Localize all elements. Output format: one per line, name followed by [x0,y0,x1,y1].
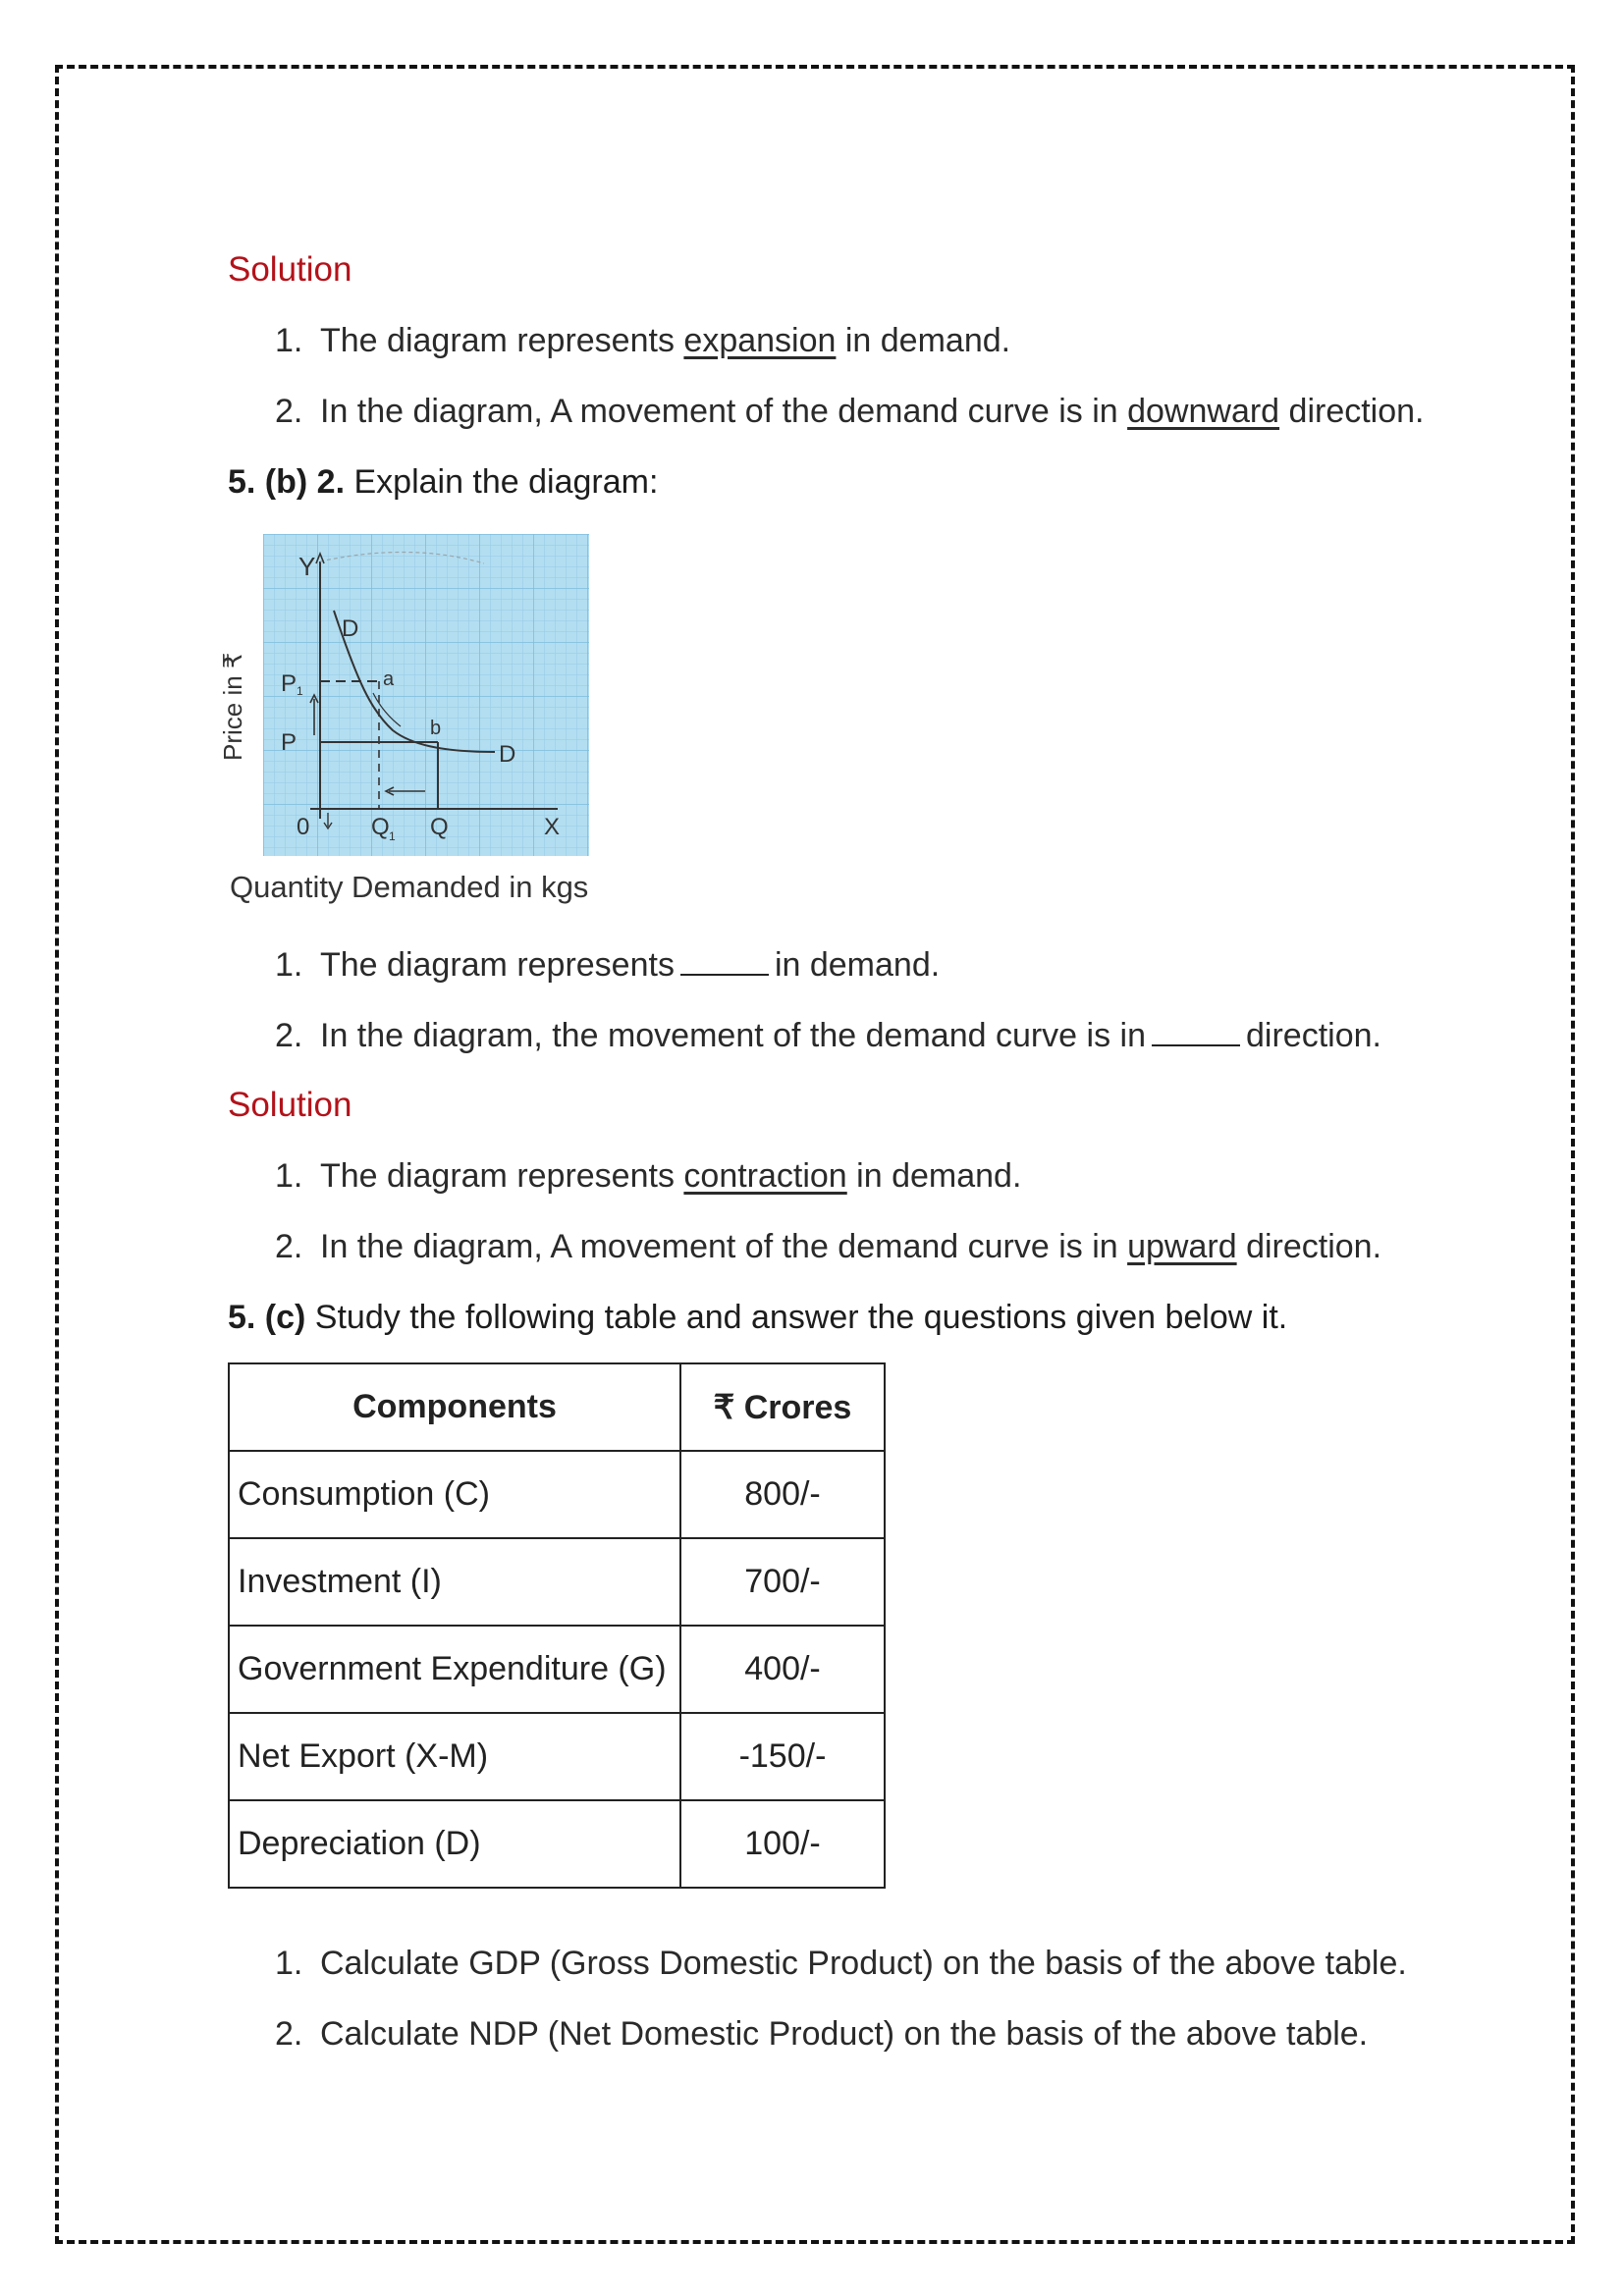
header-components: Components [229,1363,680,1451]
answer-blank [680,944,769,976]
question-heading: 5. (c) Study the following table and answer the questions given below it. [228,1299,1288,1336]
table-cell: Investment (I) [229,1538,680,1626]
label-d-bottom: D [499,741,516,768]
solution-heading: Solution [228,250,352,289]
table-cell: Depreciation (D) [229,1800,680,1888]
answer-contraction: contraction [683,1157,847,1195]
demand-curve-diagram [263,534,589,856]
label-y: Y [298,552,316,581]
table-header-row [229,1363,885,1451]
answer-blank [1152,1015,1240,1046]
table-cell: 700/- [680,1538,885,1626]
label-q: Q [430,814,449,840]
label-p1-sub: 1 [297,684,303,698]
solution-item: 2. In the diagram, A movement of the demand curve is in downward direction. [275,393,1425,430]
blank-item: 1. The diagram represents in demand. [275,946,941,984]
answer-expansion: expansion [683,322,837,359]
label-b: b [430,718,442,739]
answer-downward: downward [1127,393,1280,430]
question-item: 2. Calculate NDP (Net Domestic Product) on the basis of the above table. [275,2015,1369,2053]
blank-item: 2. In the diagram, the movement of the demand curve is in direction. [275,1017,1381,1054]
table-row [229,1626,885,1713]
components-table [228,1362,886,1889]
solution-heading: Solution [228,1086,352,1124]
table-row [229,1451,885,1538]
label-d-top: D [342,615,359,642]
label-origin: 0 [297,814,310,840]
table-row [229,1800,885,1888]
table-row [229,1713,885,1800]
x-axis-label: Quantity Demanded in kgs [230,870,589,904]
question-item: 1. Calculate GDP (Gross Domestic Product) on the basis of the above table. [275,1945,1407,1982]
table-cell: -150/- [680,1713,885,1800]
solution-item: 2. In the diagram, A movement of the demand curve is in upward direction. [275,1228,1382,1265]
label-p: P [281,729,298,756]
header-crores: ₹ Crores [680,1363,885,1451]
answer-upward: upward [1127,1228,1237,1265]
grid-lines [263,534,589,856]
solution-item: 1. The diagram represents expansion in demand. [275,322,1011,359]
table-cell: Net Export (X-M) [229,1713,680,1800]
solution-item: 1. The diagram represents contraction in demand. [275,1157,1022,1195]
table-cell: Consumption (C) [229,1451,680,1538]
label-x: X [544,814,561,840]
table-cell: 100/- [680,1800,885,1888]
label-q1: Q [371,814,390,840]
table-cell: 400/- [680,1626,885,1713]
table-cell: Government Expenditure (G) [229,1626,680,1713]
label-q1-sub: 1 [389,829,396,843]
label-a: a [383,668,395,690]
label-p1: P [281,670,298,697]
y-axis-label: Price in ₹ [218,652,247,761]
table-row [229,1538,885,1626]
question-heading: 5. (b) 2. Explain the diagram: [228,463,659,501]
table-cell: 800/- [680,1451,885,1538]
